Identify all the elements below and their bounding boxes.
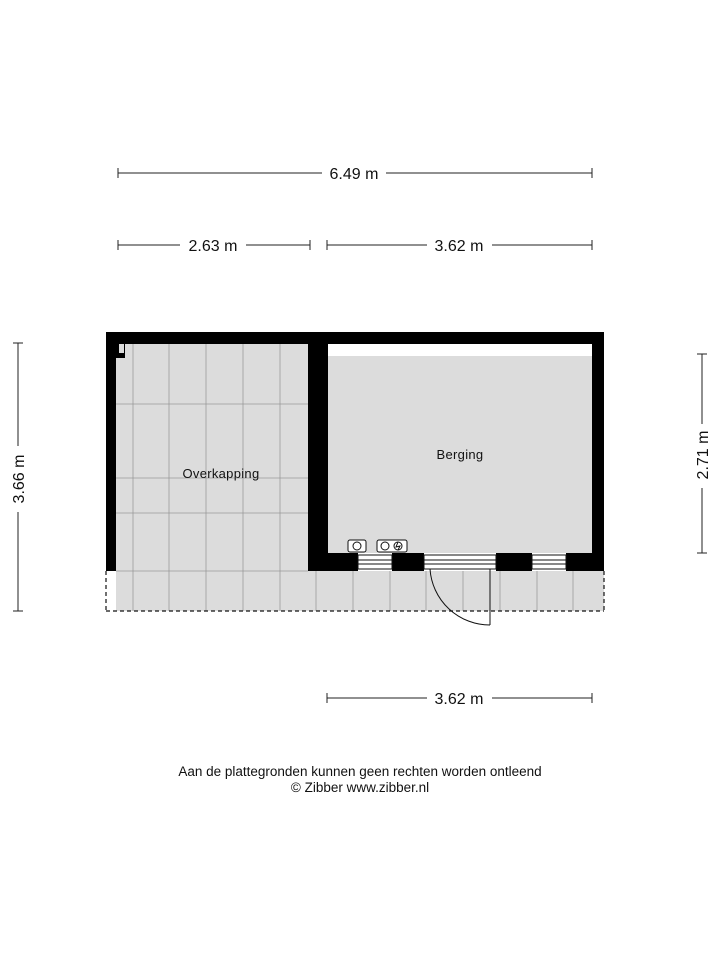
- disclaimer-text: Aan de plattegronden kunnen geen rechten worden ontleend: [178, 764, 542, 779]
- dimension-label-right-height: 2.71 m: [695, 430, 712, 480]
- window-left: [358, 555, 392, 569]
- terrace-strip-floor: [308, 571, 604, 611]
- dimension-label-bottom-width: 3.62 m: [434, 691, 484, 708]
- window-right: [532, 555, 566, 569]
- copyright-text: © Zibber www.zibber.nl: [290, 780, 430, 795]
- water-meter-icon: [348, 540, 366, 552]
- dimension-label-top-right: 3.62 m: [434, 238, 484, 255]
- dimension-label-left-height: 3.66 m: [11, 454, 28, 504]
- electric-meter-icon: [377, 540, 407, 552]
- dimension-label-top-total: 6.49 m: [329, 166, 379, 183]
- dimension-label-top-left: 2.63 m: [188, 238, 238, 255]
- room-label-berging: Berging: [436, 447, 484, 462]
- floor-notch: [119, 344, 124, 353]
- room-label-overkapping: Overkapping: [182, 466, 260, 481]
